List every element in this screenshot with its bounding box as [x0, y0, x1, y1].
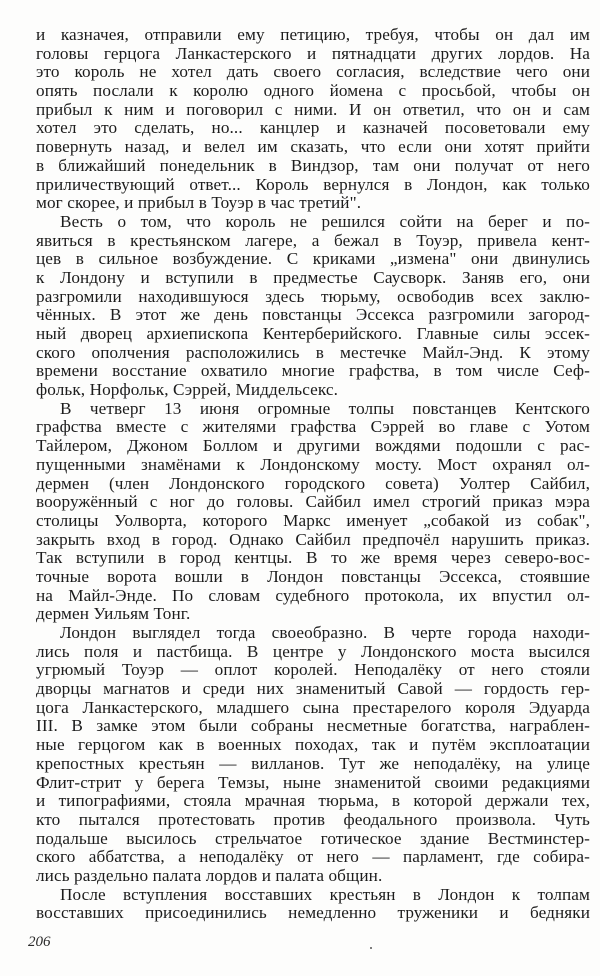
text-line: угрюмый Тоуэр — оплот королей. Неподалёку от него стояли — [36, 660, 590, 680]
text-line: ные герцогом как в военных походах, так и путём эксплоатации — [36, 735, 590, 755]
text-line: графства вместе с жителями графства Сэррей во главе с Уотом — [36, 417, 590, 437]
text-line: ского ополчения расположились в местечке Майл-Энд. К этому — [36, 342, 590, 362]
text-line: столицы Уолворта, которого Маркс именует „собакой из собак", — [36, 510, 590, 530]
paragraph-first-line: После вступления восставших крестьян в Лондон к толпам — [60, 884, 590, 904]
text-line: мог скорее, и прибыл в Тоуэр в час третий". — [36, 193, 362, 213]
text-line: закрыть вход в город. Однако Сайбил предпочёл нарушить приказ. — [36, 529, 590, 549]
paragraph-first-line: Весть о том, что король не решился сойти на берег и по- — [60, 211, 590, 231]
text-line: дермен Уильям Тонг. — [36, 604, 191, 624]
text-line: на Майл-Энде. По словам судебного протокола, их впустил ол- — [36, 585, 590, 605]
paragraph-first-line: В четверг 13 июня огромные толпы повстанцев Кентского — [60, 398, 590, 418]
text-line: подальше высилось стрельчатое готическое здание Вестминстер- — [36, 828, 590, 848]
text-line: времени восстание охватило многие графства, в том числе Сеф- — [36, 361, 590, 381]
text-line: дворцы магнатов и среди них знаменитый Савой — гордость гер- — [36, 679, 590, 699]
text-line: и казначея, отправили ему петицию, требуя, чтобы он дал им — [36, 25, 590, 44]
print-speck — [370, 947, 372, 949]
text-line: вооружённый с ног до головы. Сайбил имел строгий приказ мэра — [36, 492, 590, 512]
text-line: точные ворота вошли в Лондон повстанцы Эссекса, стоявшие — [36, 566, 590, 586]
paragraph-first-line: Лондон выглядел тогда своеобразно. В черте города находи- — [60, 623, 590, 642]
text-line: цев в сильное возбуждение. С криками „измена" они двинулись — [36, 249, 590, 269]
text-line: прибыл к ним и поговорил с ними. И он ответил, что он и сам — [36, 99, 590, 119]
text-line: лись раздельно палата лордов и палата общин. — [36, 865, 383, 885]
text-line: III. В замке этом были собраны несметные богатства, награблен- — [36, 716, 590, 736]
page-number: 206 — [28, 934, 51, 950]
text-line: разгромили находившуюся здесь тюрьму, освободив всех заклю- — [36, 286, 590, 306]
text-line: головы герцога Ланкастерского и пятнадцати других лордов. На — [36, 43, 590, 63]
text-line: явиться в крестьянском лагере, а бежал в Тоуэр, привела кент- — [36, 230, 590, 250]
text-line: ского аббатства, а неподалёку от него — парламент, где собира- — [36, 847, 590, 867]
text-line: опять послали к королю одного йомена с просьбой, чтобы он — [36, 81, 590, 101]
text-line: повернуть назад, и велел им сказать, что если они хотят прийти — [36, 137, 590, 157]
text-line: пущенными знамёнами к Лондонскому мосту. Мост охранял ол- — [36, 454, 590, 474]
text-line: лись поля и пастбища. В центре у Лондонского моста высился — [36, 641, 590, 661]
text-line: Так вступили в город кентцы. В то же время через северо-вос- — [36, 548, 590, 568]
text-line: Флит-стрит у берега Темзы, ныне знаменитой своими редакциями — [36, 772, 590, 792]
text-line: цога Ланкастерского, младшего сына престарелого короля Эдуарда — [36, 697, 590, 717]
text-line: чённых. В этот же день повстанцы Эссекса разгромили загород- — [36, 305, 590, 325]
text-line: хотел это сделать, но... канцлер и казначей посоветовали ему — [36, 118, 590, 138]
text-line: фольк, Норфольк, Сэррей, Миддельсекс. — [36, 380, 339, 400]
text-line: восставших присоединились немедленно труженики и бедняки — [36, 903, 590, 923]
text-line: это король не хотел дать своего согласия, вследствие чего они — [36, 62, 590, 82]
text-line: крепостных крестьян — вилланов. Тут же неподалёку, на улице — [36, 753, 590, 773]
text-line: кто пытался протестовать против феодального произвола. Чуть — [36, 809, 590, 829]
body-text — [36, 26, 590, 923]
text-line: ный дворец архиепископа Кентерберийского. Главные силы эссек- — [36, 324, 590, 343]
text-line: и типографиями, стояла мрачная тюрьма, в которой держали тех, — [36, 791, 590, 811]
text-line: к Лондону и вступили в предместье Саусворк. Заняв его, они — [36, 267, 590, 287]
text-line: дермен (член Лондонского городского совета) Уолтер Сайбил, — [36, 473, 590, 493]
text-line: Тайлером, Джоном Боллом и другими вождями подошли с рас- — [36, 436, 590, 456]
text-line: в ближайший понедельник в Виндзор, там они получат от него — [36, 155, 590, 175]
text-line: приличествующий ответ... Король вернулся в Лондон, как только — [36, 174, 590, 194]
